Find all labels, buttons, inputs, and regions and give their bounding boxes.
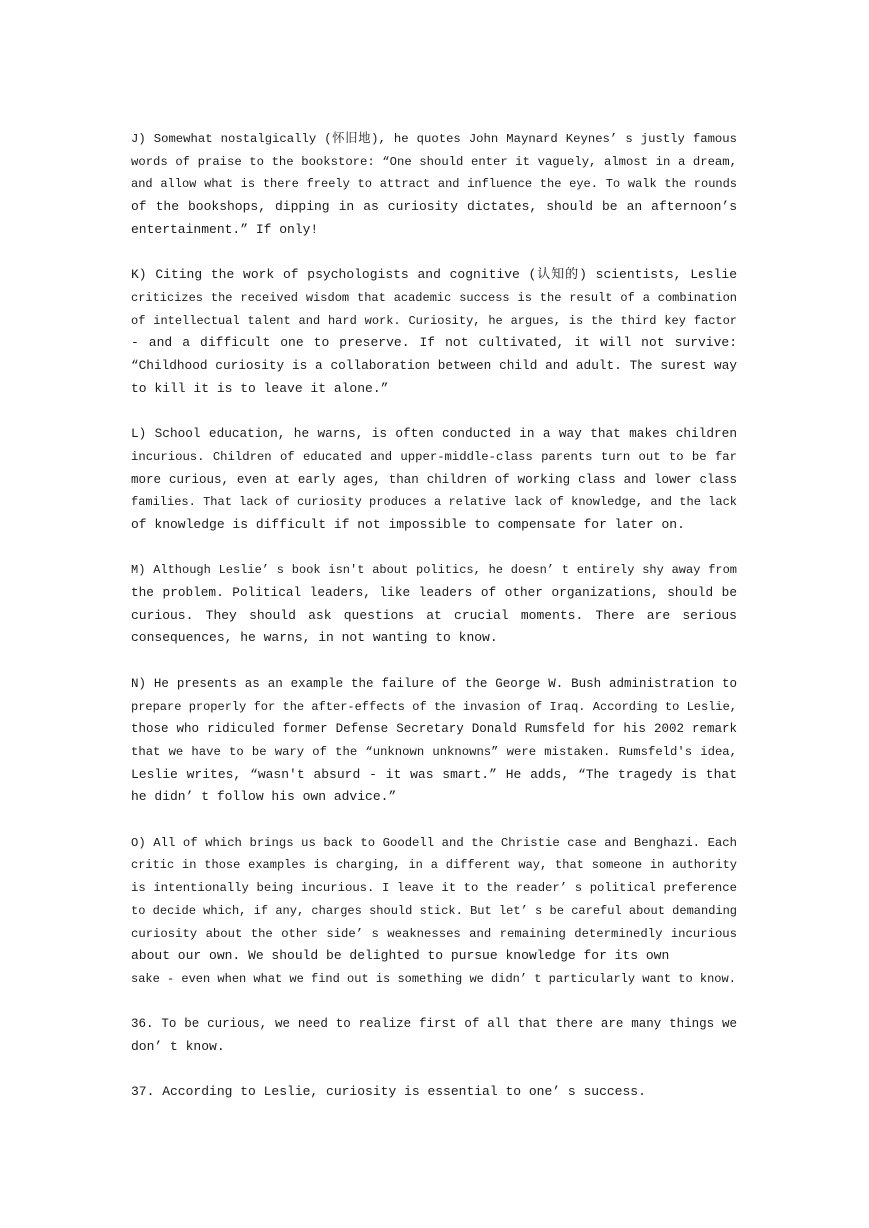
paragraph-j [131,128,737,242]
paragraph-line: of knowledge is difficult if not impossible to compensate for later on. [131,516,685,532]
paragraph-line: curiosity about the other side’ s weaknesses and remaining determinedly incurious [131,926,737,941]
paragraph-line: those who ridiculed former Defense Secretary Donald Rumsfeld for his 2002 remark [131,722,737,737]
paragraph-line: K) Citing the work of psychologists and cognitive (认知的) scientists, Leslie [131,267,737,283]
paragraph-line: sake - even when what we find out is something we didn’ t particularly want to know. [131,971,736,986]
document-page [131,128,737,1127]
paragraph-line: consequences, he warns, in not wanting to know. [131,630,498,646]
paragraph-line: “Childhood curiosity is a collaboration between child and adult. The surest way [131,358,737,374]
paragraph-36 [131,1013,737,1058]
paragraph-line: to kill it is to leave it alone.” [131,380,389,396]
paragraph-o [131,832,737,991]
paragraph-line: is intentionally being incurious. I leave it to the reader’ s political preference [131,881,737,896]
paragraph-line: words of praise to the bookstore: “One should enter it vaguely, almost in a dream, [131,154,737,169]
paragraph-line: to decide which, if any, charges should stick. But let’ s be careful about demanding [131,903,737,918]
paragraph-line: incurious. Children of educated and upper-middle-class parents turn out to be far [131,449,737,464]
paragraph-line: he didn’ t follow his own advice.” [131,789,397,805]
paragraph-line: curious. They should ask questions at crucial moments. There are serious [131,607,737,623]
paragraph-37 [131,1081,737,1104]
paragraph-line: - and a difficult one to preserve. If not cultivated, it will not survive: [131,335,737,351]
paragraph-line: L) School education, he warns, is often conducted in a way that makes children [131,426,737,442]
paragraph-m [131,559,737,650]
paragraph-line: 37. According to Leslie, curiosity is essential to one’ s success. [131,1084,646,1100]
paragraph-line: 36. To be curious, we need to realize first of all that there are many things we [131,1017,737,1032]
paragraph-line: don’ t know. [131,1039,225,1055]
paragraph-line: and allow what is there freely to attract and influence the eye. To walk the rounds [131,177,737,192]
paragraph-line: about our own. We should be delighted to pursue knowledge for its own [131,948,670,964]
paragraph-line: critic in those examples is charging, in a different way, that someone in authority [131,858,737,873]
paragraph-line: of intellectual talent and hard work. Curiosity, he argues, is the third key factor [131,313,737,328]
paragraph-line: M) Although Leslie’ s book isn't about politics, he doesn’ t entirely shy away from [131,563,737,578]
paragraph-line: J) Somewhat nostalgically (怀旧地), he quotes John Maynard Keynes’ s justly famous [131,132,737,146]
paragraph-line: families. That lack of curiosity produces a relative lack of knowledge, and the lack [131,495,737,510]
paragraph-line: Leslie writes, “wasn't absurd - it was smart.” He adds, “The tragedy is that [131,766,737,782]
paragraph-n [131,673,737,809]
paragraph-line: O) All of which brings us back to Goodell and the Christie case and Benghazi. Each [131,835,737,850]
paragraph-k [131,264,737,400]
paragraph-line: more curious, even at early ages, than children of working class and lower class [131,472,737,487]
paragraph-line: of the bookshops, dipping in as curiosity dictates, should be an afternoon’s [131,199,737,215]
paragraph-line: entertainment.” If only! [131,221,319,237]
paragraph-line: the problem. Political leaders, like leaders of other organizations, should be [131,585,737,601]
paragraph-line: N) He presents as an example the failure of the George W. Bush administration to [131,676,737,691]
paragraph-line: criticizes the received wisdom that academic success is the result of a combination [131,290,737,305]
paragraph-line: prepare properly for the after-effects of the invasion of Iraq. According to Leslie, [131,699,737,714]
paragraph-l [131,423,737,537]
paragraph-line: that we have to be wary of the “unknown unknowns” were mistaken. Rumsfeld's idea, [131,744,737,759]
